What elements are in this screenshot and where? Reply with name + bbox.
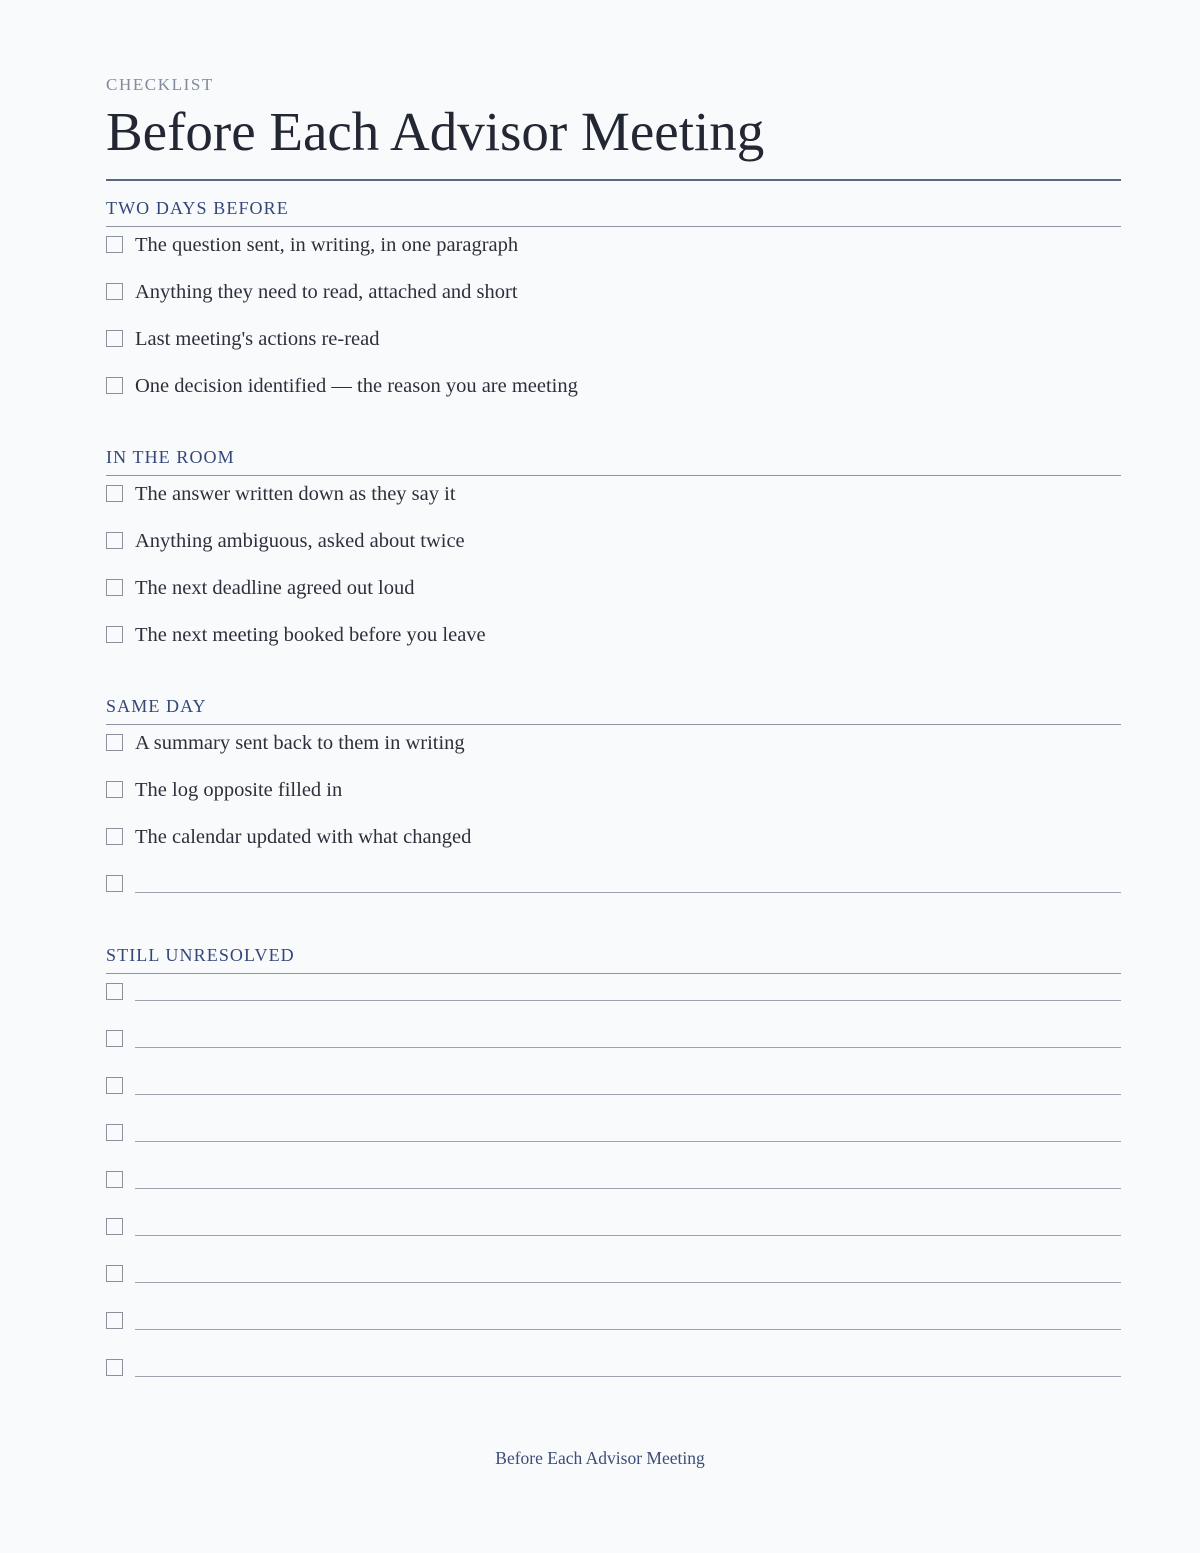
write-in-line[interactable]	[135, 1235, 1121, 1236]
checkbox[interactable]	[106, 330, 123, 347]
checklist-blank-item	[106, 1075, 1121, 1122]
checkbox[interactable]	[106, 377, 123, 394]
checklist-item-label: The next meeting booked before you leave	[135, 624, 486, 646]
checklist-blank-item	[106, 981, 1121, 1028]
checklist-item	[106, 483, 1121, 530]
write-in-line[interactable]	[135, 1282, 1121, 1283]
checklist-item	[106, 624, 1121, 671]
checklist-item-label: Anything ambiguous, asked about twice	[135, 530, 465, 552]
checklist-blank-item	[106, 873, 1121, 920]
checklist-blank-item	[106, 1263, 1121, 1310]
section-two-days-before	[106, 199, 1121, 422]
section-in-the-room	[106, 448, 1121, 671]
checkbox[interactable]	[106, 626, 123, 643]
checkbox[interactable]	[106, 283, 123, 300]
checkbox[interactable]	[106, 1171, 123, 1188]
write-in-line[interactable]	[135, 1047, 1121, 1048]
checklist-blank-item	[106, 1357, 1121, 1404]
checklist-item-label: Anything they need to read, attached and short	[135, 281, 518, 303]
checklist-item-label: One decision identified — the reason you are meeting	[135, 375, 578, 397]
page-footer: Before Each Advisor Meeting	[495, 1448, 705, 1468]
checklist-blank-item	[106, 1122, 1121, 1169]
checklist-item	[106, 281, 1121, 328]
checkbox[interactable]	[106, 1359, 123, 1376]
write-in-line[interactable]	[135, 1188, 1121, 1189]
checklist-item	[106, 234, 1121, 281]
checkbox[interactable]	[106, 983, 123, 1000]
checkbox[interactable]	[106, 532, 123, 549]
checklist-blank-item	[106, 1169, 1121, 1216]
section-heading: SAME DAY	[106, 697, 1121, 725]
checklist-blank-item	[106, 1216, 1121, 1263]
section-same-day	[106, 697, 1121, 920]
checkbox[interactable]	[106, 781, 123, 798]
checklist-item	[106, 577, 1121, 624]
checklist-item	[106, 375, 1121, 422]
section-heading: IN THE ROOM	[106, 448, 1121, 476]
section-still-unresolved	[106, 946, 1121, 1404]
checklist-item-label: The next deadline agreed out loud	[135, 577, 415, 599]
checklist-items	[106, 732, 1121, 920]
checklist-item-label: The log opposite filled in	[135, 779, 343, 801]
checklist-item	[106, 328, 1121, 375]
write-in-line[interactable]	[135, 1329, 1121, 1330]
checkbox[interactable]	[106, 1312, 123, 1329]
checklist-item	[106, 826, 1121, 873]
checklist-items	[106, 234, 1121, 422]
checklist-item-label: The calendar updated with what changed	[135, 826, 472, 848]
checkbox[interactable]	[106, 1030, 123, 1047]
checkbox[interactable]	[106, 1077, 123, 1094]
checklist-item	[106, 530, 1121, 577]
page-title: Before Each Advisor Meeting	[106, 101, 765, 162]
section-heading: TWO DAYS BEFORE	[106, 199, 1121, 227]
title-divider	[106, 179, 1121, 181]
write-in-line[interactable]	[135, 1094, 1121, 1095]
checklist-item	[106, 779, 1121, 826]
checklist-blank-item	[106, 1028, 1121, 1075]
checkbox[interactable]	[106, 1124, 123, 1141]
checklist-item-label: The question sent, in writing, in one paragraph	[135, 234, 519, 256]
checkbox[interactable]	[106, 828, 123, 845]
checkbox[interactable]	[106, 1265, 123, 1282]
checkbox[interactable]	[106, 1218, 123, 1235]
checkbox[interactable]	[106, 485, 123, 502]
checklist-item-label: Last meeting's actions re-read	[135, 328, 380, 350]
write-in-line[interactable]	[135, 1141, 1121, 1142]
write-in-line[interactable]	[135, 1000, 1121, 1001]
write-in-line[interactable]	[135, 892, 1121, 893]
checkbox[interactable]	[106, 734, 123, 751]
checklist-items	[106, 981, 1121, 1404]
checklist-item-label: A summary sent back to them in writing	[135, 732, 465, 754]
section-heading: STILL UNRESOLVED	[106, 946, 1121, 974]
checklist-items	[106, 483, 1121, 671]
write-in-line[interactable]	[135, 1376, 1121, 1377]
checkbox[interactable]	[106, 236, 123, 253]
page-eyebrow: CHECKLIST	[106, 75, 214, 94]
checklist-blank-item	[106, 1310, 1121, 1357]
checkbox[interactable]	[106, 579, 123, 596]
checklist-item	[106, 732, 1121, 779]
checkbox[interactable]	[106, 875, 123, 892]
checklist-item-label: The answer written down as they say it	[135, 483, 456, 505]
